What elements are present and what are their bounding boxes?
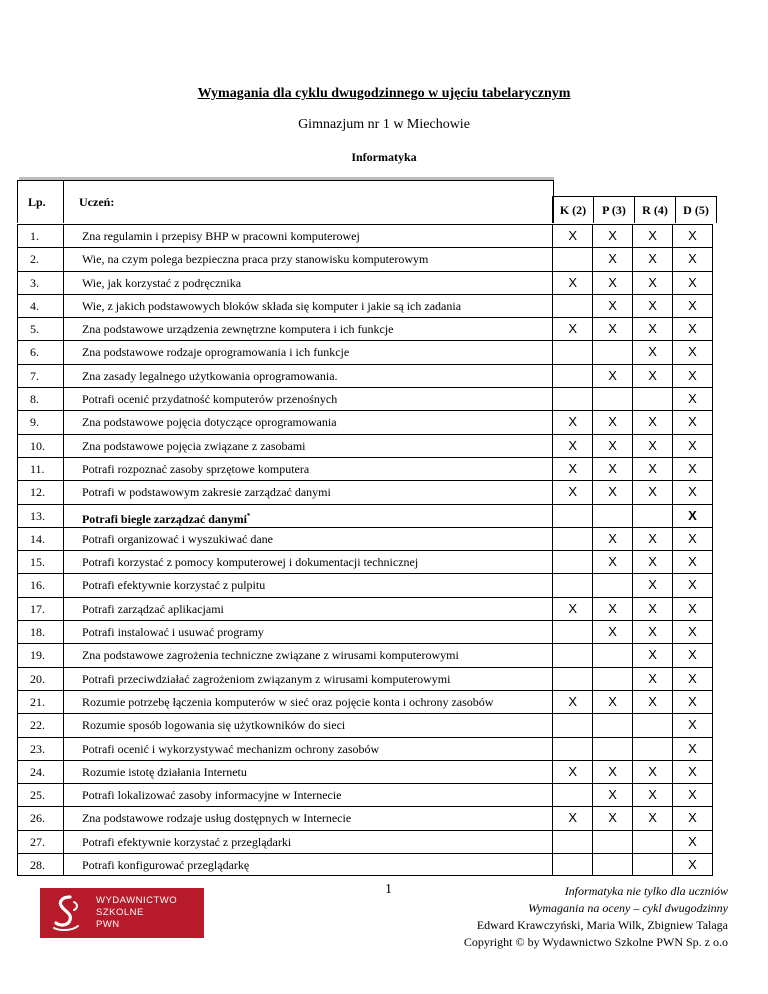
requirement-text: Wie, na czym polega bezpieczna praca przy stanowisku komputerowym <box>81 252 429 267</box>
grade-mark: X <box>672 714 712 736</box>
grade-mark: X <box>632 225 672 247</box>
grade-mark: X <box>672 831 712 853</box>
grade-mark: X <box>592 598 632 620</box>
grade-mark: X <box>632 365 672 387</box>
table-row <box>17 504 713 527</box>
grade-mark <box>552 505 592 527</box>
row-requirement <box>64 854 552 875</box>
table-row <box>17 737 713 760</box>
grade-mark: X <box>592 528 632 550</box>
grade-mark: X <box>672 528 712 550</box>
requirement-text: Potrafi ocenić przydatność komputerów przenośnych <box>81 392 338 407</box>
grade-mark: X <box>632 272 672 294</box>
grade-mark <box>592 388 632 410</box>
row-requirement <box>64 574 552 596</box>
grade-mark <box>592 831 632 853</box>
grade-mark <box>552 574 592 596</box>
grade-mark <box>592 574 632 596</box>
row-requirement <box>64 435 552 457</box>
row-number: 27. <box>18 831 64 853</box>
grade-mark <box>552 668 592 690</box>
grade-mark <box>632 388 672 410</box>
grade-mark: X <box>672 458 712 480</box>
table-row <box>17 294 713 317</box>
row-requirement <box>64 411 552 433</box>
table-row <box>17 247 713 270</box>
grade-mark: X <box>552 761 592 783</box>
grade-mark: X <box>672 272 712 294</box>
row-requirement <box>64 388 552 410</box>
table-body <box>17 224 713 876</box>
requirement-text: Zna podstawowe rodzaje oprogramowania i ich funkcje <box>81 345 350 360</box>
header-lp-cell <box>18 181 64 223</box>
grade-mark: X <box>632 621 672 643</box>
grade-mark: X <box>592 295 632 317</box>
grade-header-p: P (3) <box>593 196 634 223</box>
table-row <box>17 830 713 853</box>
grade-mark <box>592 714 632 736</box>
logo-text <box>96 895 177 931</box>
table-row <box>17 434 713 457</box>
grade-mark <box>592 644 632 666</box>
grade-mark <box>552 831 592 853</box>
grade-header-k: K (2) <box>552 196 593 223</box>
table-row <box>17 387 713 410</box>
school-name: Gimnazjum nr 1 w Miechowie <box>298 117 470 132</box>
row-requirement <box>64 341 552 363</box>
grade-mark: X <box>672 225 712 247</box>
requirement-text: Potrafi konfigurować przeglądarkę <box>81 858 250 873</box>
authors: Edward Krawczyński, Maria Wilk, Zbigniew Talaga <box>476 918 728 932</box>
table-row <box>17 760 713 783</box>
grade-headers <box>552 196 717 223</box>
grade-mark <box>552 388 592 410</box>
page-number: 1 <box>385 882 392 897</box>
grade-mark: X <box>672 668 712 690</box>
row-number: 26. <box>18 807 64 829</box>
row-requirement <box>64 598 552 620</box>
table-row <box>17 550 713 573</box>
table-row <box>17 410 713 433</box>
grade-mark: X <box>672 784 712 806</box>
grade-mark <box>552 365 592 387</box>
grade-mark: X <box>592 458 632 480</box>
row-requirement <box>64 668 552 690</box>
grade-mark: X <box>592 225 632 247</box>
grade-mark: X <box>672 365 712 387</box>
grade-mark <box>552 295 592 317</box>
requirement-text: Potrafi instalować i usuwać programy <box>81 625 264 640</box>
row-number: 24. <box>18 761 64 783</box>
row-number: 13. <box>18 505 64 527</box>
row-number: 16. <box>18 574 64 596</box>
requirement-text: Potrafi przeciwdziałać zagrożeniom związanym z wirusami komputerowymi <box>81 671 451 686</box>
grade-mark: X <box>672 388 712 410</box>
grade-mark: X <box>672 341 712 363</box>
grade-mark: X <box>672 854 712 875</box>
row-number: 21. <box>18 691 64 713</box>
row-requirement <box>64 807 552 829</box>
table-row <box>17 667 713 690</box>
requirement-text: Rozumie potrzebę łączenia komputerów w sieć oraz pojęcie konta i ochrony zasobów <box>81 694 494 709</box>
book-subtitle: Wymagania na oceny – cykl dwugodzinny <box>528 901 728 915</box>
requirements-table <box>17 180 713 876</box>
grade-mark: X <box>592 318 632 340</box>
grade-mark <box>552 341 592 363</box>
grade-mark: X <box>592 761 632 783</box>
footnote-mark: * <box>246 511 251 520</box>
grade-mark: X <box>592 272 632 294</box>
grade-mark: X <box>632 668 672 690</box>
row-requirement <box>64 551 552 573</box>
row-requirement <box>64 644 552 666</box>
grade-mark: X <box>672 505 712 527</box>
table-row <box>17 340 713 363</box>
grade-mark: X <box>672 411 712 433</box>
grade-mark: X <box>672 435 712 457</box>
grade-mark: X <box>632 691 672 713</box>
requirement-text: Wie, jak korzystać z podręcznika <box>81 275 242 290</box>
grade-mark <box>552 784 592 806</box>
requirement-text: Potrafi lokalizować zasoby informacyjne w Internecie <box>81 788 342 803</box>
requirement-text: Potrafi ocenić i wykorzystywać mechanizm ochrony zasobów <box>81 741 380 756</box>
row-requirement <box>64 621 552 643</box>
grade-mark: X <box>632 784 672 806</box>
row-number: 2. <box>18 248 64 270</box>
row-number: 20. <box>18 668 64 690</box>
row-number: 28. <box>18 854 64 875</box>
pwn-logo-icon <box>50 894 82 932</box>
grade-mark: X <box>632 341 672 363</box>
requirement-text: Potrafi w podstawowym zakresie zarządzać danymi <box>81 485 331 500</box>
requirement-text: Potrafi korzystać z pomocy komputerowej i dokumentacji technicznej <box>81 555 419 570</box>
grade-mark: X <box>632 528 672 550</box>
row-requirement <box>64 831 552 853</box>
grade-mark: X <box>672 295 712 317</box>
requirement-text: Rozumie istotę działania Internetu <box>81 764 247 779</box>
grade-mark: X <box>672 598 712 620</box>
grade-mark: X <box>552 225 592 247</box>
document-title: Wymagania dla cyklu dwugodzinnego w ujęciu tabelarycznym <box>197 86 571 101</box>
grade-mark: X <box>632 761 672 783</box>
grade-mark: X <box>592 411 632 433</box>
row-number: 22. <box>18 714 64 736</box>
grade-mark: X <box>672 761 712 783</box>
table-row <box>17 597 713 620</box>
grade-mark <box>552 644 592 666</box>
grade-mark: X <box>632 435 672 457</box>
row-number: 15. <box>18 551 64 573</box>
row-number: 25. <box>18 784 64 806</box>
grade-header-r: R (4) <box>634 196 675 223</box>
grade-mark <box>592 668 632 690</box>
table-header <box>17 180 713 224</box>
grade-mark: X <box>592 481 632 503</box>
row-number: 14. <box>18 528 64 550</box>
grade-mark: X <box>632 295 672 317</box>
grade-mark: X <box>632 598 672 620</box>
grade-mark <box>632 505 672 527</box>
requirement-text: Rozumie sposób logowania się użytkowników do sieci <box>81 718 346 733</box>
grade-mark <box>552 854 592 875</box>
row-number: 4. <box>18 295 64 317</box>
grade-mark <box>632 714 672 736</box>
requirement-text: Potrafi rozpoznać zasoby sprzętowe komputera <box>81 461 310 476</box>
logo-line-3: PWN <box>96 919 120 930</box>
grade-mark <box>552 528 592 550</box>
row-number: 5. <box>18 318 64 340</box>
grade-mark: X <box>552 691 592 713</box>
row-requirement <box>64 365 552 387</box>
row-number: 23. <box>18 738 64 760</box>
grade-mark: X <box>552 598 592 620</box>
table-row <box>17 806 713 829</box>
row-number: 10. <box>18 435 64 457</box>
row-requirement <box>64 481 552 503</box>
requirement-text: Potrafi efektywnie korzystać z przeglądarki <box>81 834 292 849</box>
requirement-text: Zna podstawowe pojęcia związane z zasobami <box>81 438 306 453</box>
row-requirement <box>64 714 552 736</box>
grade-mark: X <box>552 807 592 829</box>
grade-mark: X <box>592 691 632 713</box>
grade-mark: X <box>632 551 672 573</box>
grade-mark: X <box>672 574 712 596</box>
row-number: 7. <box>18 365 64 387</box>
table-row <box>17 271 713 294</box>
row-number: 17. <box>18 598 64 620</box>
row-requirement <box>64 318 552 340</box>
grade-mark: X <box>592 435 632 457</box>
row-number: 18. <box>18 621 64 643</box>
row-number: 12. <box>18 481 64 503</box>
grade-mark: X <box>552 272 592 294</box>
grade-mark <box>552 551 592 573</box>
grade-mark <box>552 738 592 760</box>
row-requirement <box>64 248 552 270</box>
row-number: 8. <box>18 388 64 410</box>
grade-mark: X <box>632 458 672 480</box>
requirement-text: Potrafi efektywnie korzystać z pulpitu <box>81 578 266 593</box>
grade-mark: X <box>552 318 592 340</box>
table-row <box>17 224 713 247</box>
grade-mark <box>632 738 672 760</box>
table-row <box>17 480 713 503</box>
grade-mark: X <box>672 481 712 503</box>
requirement-text: Potrafi organizować i wyszukiwać dane <box>81 531 273 546</box>
row-number: 6. <box>18 341 64 363</box>
grade-mark: X <box>552 411 592 433</box>
row-number: 1. <box>18 225 64 247</box>
table-row <box>17 620 713 643</box>
requirement-text: Zna podstawowe pojęcia dotyczące oprogramowania <box>81 415 337 430</box>
row-requirement <box>64 272 552 294</box>
grade-mark: X <box>672 644 712 666</box>
grade-mark: X <box>672 807 712 829</box>
table-row <box>17 364 713 387</box>
requirement-text: Zna zasady legalnego użytkowania oprogramowania. <box>81 368 338 383</box>
grade-mark: X <box>632 318 672 340</box>
grade-mark <box>632 831 672 853</box>
grade-mark: X <box>592 551 632 573</box>
grade-mark: X <box>672 551 712 573</box>
requirement-text: Wie, z jakich podstawowych bloków składa się komputer i jakie są ich zadania <box>81 298 462 313</box>
row-number: 3. <box>18 272 64 294</box>
grade-mark: X <box>592 807 632 829</box>
row-requirement <box>64 761 552 783</box>
grade-mark: X <box>592 248 632 270</box>
grade-mark <box>592 854 632 875</box>
row-requirement <box>64 784 552 806</box>
copyright: Copyright © by Wydawnictwo Szkolne PWN Sp. z o.o <box>463 935 728 949</box>
requirement-text: Potrafi zarządzać aplikacjami <box>81 601 224 616</box>
grade-mark: X <box>632 807 672 829</box>
grade-mark: X <box>632 644 672 666</box>
header-lp-label: Lp. <box>28 195 46 209</box>
grade-mark: X <box>632 411 672 433</box>
grade-mark: X <box>632 481 672 503</box>
row-requirement <box>64 458 552 480</box>
row-requirement <box>64 738 552 760</box>
header-left <box>17 180 554 223</box>
grade-mark <box>552 621 592 643</box>
grade-mark: X <box>552 435 592 457</box>
grade-mark <box>632 854 672 875</box>
logo-line-1: WYDAWNICTWO <box>96 895 178 906</box>
grade-mark: X <box>632 574 672 596</box>
grade-mark <box>552 248 592 270</box>
subject-name: Informatyka <box>351 150 417 164</box>
row-number: 9. <box>18 411 64 433</box>
grade-mark: X <box>592 365 632 387</box>
grade-mark <box>592 341 632 363</box>
grade-mark: X <box>672 738 712 760</box>
requirement-text: Zna podstawowe urządzenia zewnętrzne komputera i ich funkcje <box>81 322 394 337</box>
grade-header-d: D (5) <box>675 196 717 223</box>
header-student-label: Uczeń: <box>79 195 115 209</box>
grade-mark: X <box>552 481 592 503</box>
row-requirement <box>64 505 552 527</box>
grade-mark <box>592 505 632 527</box>
table-row <box>17 317 713 340</box>
grade-mark: X <box>672 318 712 340</box>
grade-mark <box>592 738 632 760</box>
table-row <box>17 573 713 596</box>
table-row <box>17 853 713 876</box>
grade-mark: X <box>632 248 672 270</box>
table-row <box>17 713 713 736</box>
header-student-cell <box>64 181 544 223</box>
logo-line-2: SZKOLNE <box>96 907 144 918</box>
requirement-text: Zna podstawowe rodzaje usług dostępnych w Internecie <box>81 811 352 826</box>
table-row <box>17 527 713 550</box>
row-requirement <box>64 528 552 550</box>
grade-mark: X <box>552 458 592 480</box>
row-requirement <box>64 691 552 713</box>
grade-mark: X <box>592 621 632 643</box>
grade-mark: X <box>672 621 712 643</box>
footer-info <box>464 883 728 951</box>
row-number: 19. <box>18 644 64 666</box>
book-title: Informatyka nie tylko dla uczniów <box>564 884 728 898</box>
table-row <box>17 690 713 713</box>
row-requirement <box>64 225 552 247</box>
requirement-text: Zna regulamin i przepisy BHP w pracowni komputerowej <box>81 229 360 243</box>
grade-mark: X <box>672 248 712 270</box>
grade-mark <box>552 714 592 736</box>
table-row <box>17 643 713 666</box>
table-row <box>17 783 713 806</box>
row-requirement <box>64 295 552 317</box>
grade-mark: X <box>592 784 632 806</box>
requirement-text: Potrafi biegle zarządzać danymi <box>81 511 247 526</box>
table-row <box>17 457 713 480</box>
requirement-text: Zna podstawowe zagrożenia techniczne związane z wirusami komputerowymi <box>81 648 459 663</box>
grade-mark: X <box>672 691 712 713</box>
publisher-logo <box>40 888 204 938</box>
row-number: 11. <box>18 458 64 480</box>
